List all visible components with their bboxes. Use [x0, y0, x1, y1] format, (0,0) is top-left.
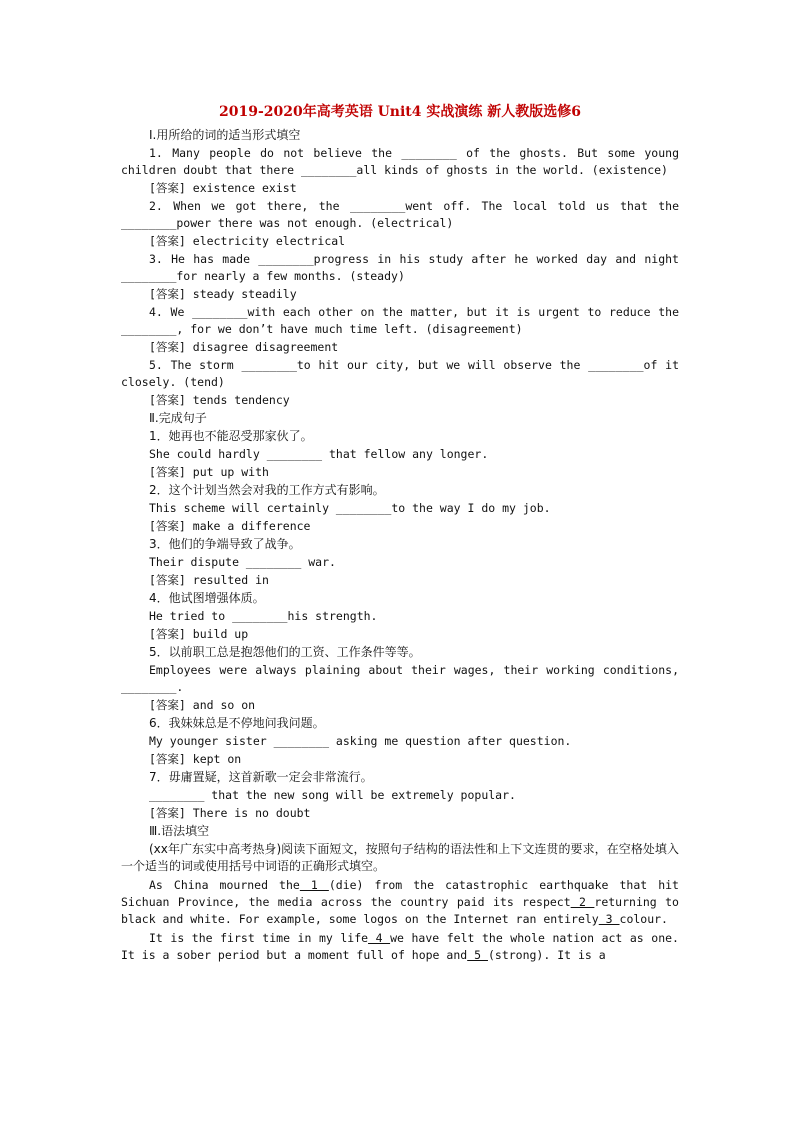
- blank-1: 1: [299, 878, 329, 892]
- s2-chinese-5: 5．以前职工总是抱怨他们的工资、工作条件等等。: [149, 645, 421, 659]
- s2-chinese-7: 7．毋庸置疑，这首新歌一定会非常流行。: [149, 770, 373, 784]
- section-3-heading: Ⅲ.语法填空: [149, 824, 210, 838]
- s1-answer-5: [答案] tends tendency: [149, 393, 290, 407]
- s2-english-6: My younger sister ________ asking me question after question.: [149, 734, 572, 748]
- s1-answer-3: [答案] steady steadily: [149, 287, 297, 301]
- section-2-heading: Ⅱ.完成句子: [149, 411, 207, 425]
- s2-chinese-4: 4．他试图增强体质。: [149, 591, 265, 605]
- s1-answer-1: [答案] existence exist: [149, 181, 297, 195]
- section-3-instructions: (xx年广东实中高考热身)阅读下面短文，按照句子结构的语法性和上下文连贯的要求，在空格处填入一个适当的词或使用括号中词语的正确形式填空。: [121, 842, 679, 873]
- section-1-heading: Ⅰ.用所给的词的适当形式填空: [149, 128, 301, 142]
- passage-text: colour.: [619, 912, 668, 926]
- s2-english-5: Employees were always plaining about their wages, their working conditions, ________.: [121, 663, 679, 694]
- s1-answer-2: [答案] electricity electrical: [149, 234, 346, 248]
- s2-answer-2: [答案] make a difference: [149, 519, 311, 533]
- s2-answer-4: [答案] build up: [149, 627, 249, 641]
- passage-text: (strong). It is a: [487, 948, 606, 962]
- passage-paragraph-1: [121, 877, 679, 928]
- s2-answer-6: [答案] kept on: [149, 752, 242, 766]
- s2-english-4: He tried to ________his strength.: [149, 609, 378, 623]
- s1-question-5: 5. The storm ________to hit our city, but we will observe the ________of it closely. (tend): [121, 358, 679, 389]
- passage-paragraph-2: [121, 930, 679, 964]
- s2-chinese-6: 6．我妹妹总是不停地问我问题。: [149, 716, 325, 730]
- s2-answer-5: [答案] and so on: [149, 698, 256, 712]
- passage-text: returning to black and white. For example, some logos on the Internet ran entirely: [121, 895, 679, 926]
- s2-chinese-1: 1．她再也不能忍受那家伙了。: [149, 429, 313, 443]
- document-page: [121, 104, 679, 965]
- blank-4: 4: [368, 931, 391, 945]
- blank-5: 5: [467, 948, 488, 962]
- s1-answer-4: [答案] disagree disagreement: [149, 340, 339, 354]
- passage-text: It is the first time in my life: [149, 931, 369, 945]
- s1-question-1: 1. Many people do not believe the ________ of the ghosts. But some young children doubt that there ________all kinds of ghosts in the world. (existence): [121, 146, 679, 177]
- s2-chinese-2: 2．这个计划当然会对我的工作方式有影响。: [149, 483, 385, 497]
- s1-question-2: 2. When we got there, the ________went off. The local told us that the ________power there was not enough. (electrical): [121, 199, 679, 230]
- s2-english-1: She could hardly ________ that fellow any longer.: [149, 447, 489, 461]
- s1-question-3: 3. He has made ________progress in his study after he worked day and night ________for nearly a few months. (steady): [121, 252, 679, 283]
- passage-text: (die) from the catastrophic earthquake that hit Sichuan Province, the media across the country paid its respect: [121, 878, 679, 909]
- blank-3: 3: [598, 912, 620, 926]
- s2-answer-7: [答案] There is no doubt: [149, 806, 311, 820]
- passage-text: As China mourned the: [149, 878, 300, 892]
- passage-text: we have felt the whole nation act as one. It is a sober period but a moment full of hope and: [121, 931, 679, 962]
- s1-question-4: 4. We ________with each other on the matter, but it is urgent to reduce the ________, for we don’t have much time left. (disagreement): [121, 305, 679, 336]
- s2-english-3: Their dispute ________ war.: [149, 555, 336, 569]
- blank-2: 2: [570, 895, 595, 909]
- s2-english-2: This scheme will certainly ________to the way I do my job.: [149, 501, 551, 515]
- s2-answer-1: [答案] put up with: [149, 465, 269, 479]
- s2-chinese-3: 3．他们的争端导致了战争。: [149, 537, 301, 551]
- s2-english-7: ________ that the new song will be extremely popular.: [149, 788, 516, 802]
- s2-answer-3: [答案] resulted in: [149, 573, 269, 587]
- page-title: 2019-2020年高考英语 Unit4 实战演练 新人教版选修6: [218, 104, 582, 120]
